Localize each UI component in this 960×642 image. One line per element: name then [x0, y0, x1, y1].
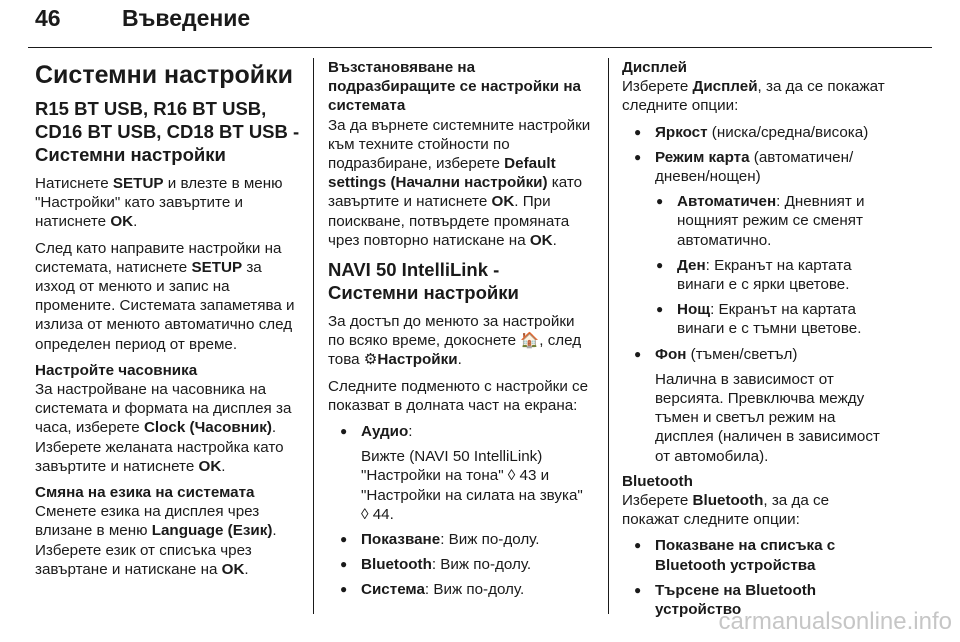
paragraph-display: Дисплей Изберете Дисплей, за да се покажат следните опции:	[622, 58, 888, 116]
list-item: ● Ден: Екранът на картата винаги е с ярки цветове.	[622, 256, 888, 294]
list-item: ● Автоматичен: Дневният и нощният режим се сменят автоматично.	[622, 192, 888, 250]
chapter-title: Въведение	[122, 5, 251, 31]
paragraph-bluetooth: Bluetooth Изберете Bluetooth, за да се покажат следните опции:	[622, 472, 888, 530]
list-item: ● Система: Виж по-долу.	[328, 580, 594, 599]
audio-description: Вижте (NAVI 50 IntelliLink) "Настройки на тона" ◊ 43 и "Настройки на силата на звука" ◊ 44.	[361, 448, 583, 523]
language-heading: Смяна на езика на системата	[35, 484, 255, 502]
paragraph-navi-access: За достъп до менюто за настройки по всяко време, докоснете 🏠, след това ⚙Настройки.	[328, 313, 582, 369]
bluetooth-options-list	[622, 536, 888, 619]
paragraph-submenus: Следните подменюто с настройки се показват в долната част на екрана:	[328, 377, 589, 414]
list-item: ● Фон (тъмен/светъл)	[622, 345, 888, 364]
submenu-list	[328, 422, 594, 600]
column-3	[622, 58, 888, 625]
page-header	[28, 0, 932, 50]
section-title: Системни настройки	[35, 61, 293, 89]
list-item: ● Показване: Виж по-долу.	[328, 530, 594, 549]
watermark: carmanualsonline.info	[718, 608, 952, 635]
page-number: 46	[35, 5, 61, 31]
paragraph-save: След като направите настройки на системата, натиснете SETUP за изход от менюто и запис на промените. Системата запаметява и излиза от менюто автоматично след определен период от време.	[35, 239, 295, 353]
home-icon: 🏠	[520, 331, 540, 350]
clock-heading: Настройте часовника	[35, 361, 198, 379]
navi-heading: NAVI 50 IntelliLink - Системни настройки	[328, 259, 519, 304]
paragraph-clock: Настройте часовника За настройване на часовника на системата и формата на дисплея за часа, изберете Clock (Часовник). Изберете желаната настройка като завъртите и натиснете OK.	[35, 361, 301, 476]
column-divider-1	[313, 58, 314, 614]
list-item: ● Нощ: Екранът на картата винаги е с тъмни цветове.	[622, 300, 888, 338]
paragraph-setup: Натиснете SETUP и влезте в меню "Настройки" като завъртите и натиснете OK.	[35, 175, 283, 231]
display-options-list	[622, 123, 888, 466]
restore-heading: Възстановяване на подразбиращите се настройки на системата	[328, 59, 581, 115]
paragraph-restore: Възстановяване на подразбиращите се настройки на системата За да върнете системните настройки към техните стойности по подразбиране, изберете Default settings (Начални настройки) като завъртите и натиснете OK. При поискване, потвърдете промяната чрез повторно натискане на OK.	[328, 58, 594, 250]
bluetooth-heading: Bluetooth	[622, 472, 693, 490]
column-1	[35, 58, 301, 586]
section-subtitle: R15 BT USB, R16 BT USB, CD16 BT USB, CD18 BT USB - Системни настройки	[35, 98, 300, 165]
list-item: ● Режим карта (автоматичен/ дневен/нощен)	[622, 148, 888, 186]
background-description: Налична в зависимост от версията. Превключва между тъмен и светъл режим на дисплея (наличен в зависимост от автомобила).	[655, 370, 880, 465]
header-rule	[28, 47, 932, 48]
paragraph-language: Смяна на езика на системата Сменете езика на дисплея чрез влизане в меню Language (Език). Изберете език от списъка чрез завъртане и натискане на OK.	[35, 483, 301, 579]
list-item: ● Търсене на Bluetooth устройство	[622, 581, 888, 619]
gear-icon: ⚙	[363, 350, 378, 369]
list-item: ● Аудио:	[328, 422, 594, 441]
display-heading: Дисплей	[622, 59, 688, 76]
list-item: ● Яркост (ниска/средна/висока)	[622, 123, 888, 142]
list-item: ● Bluetooth: Виж по-долу.	[328, 555, 594, 574]
list-item: ● Показване на списъка с Bluetooth устройства	[622, 536, 888, 574]
column-divider-2	[608, 58, 609, 614]
column-2	[328, 58, 594, 606]
